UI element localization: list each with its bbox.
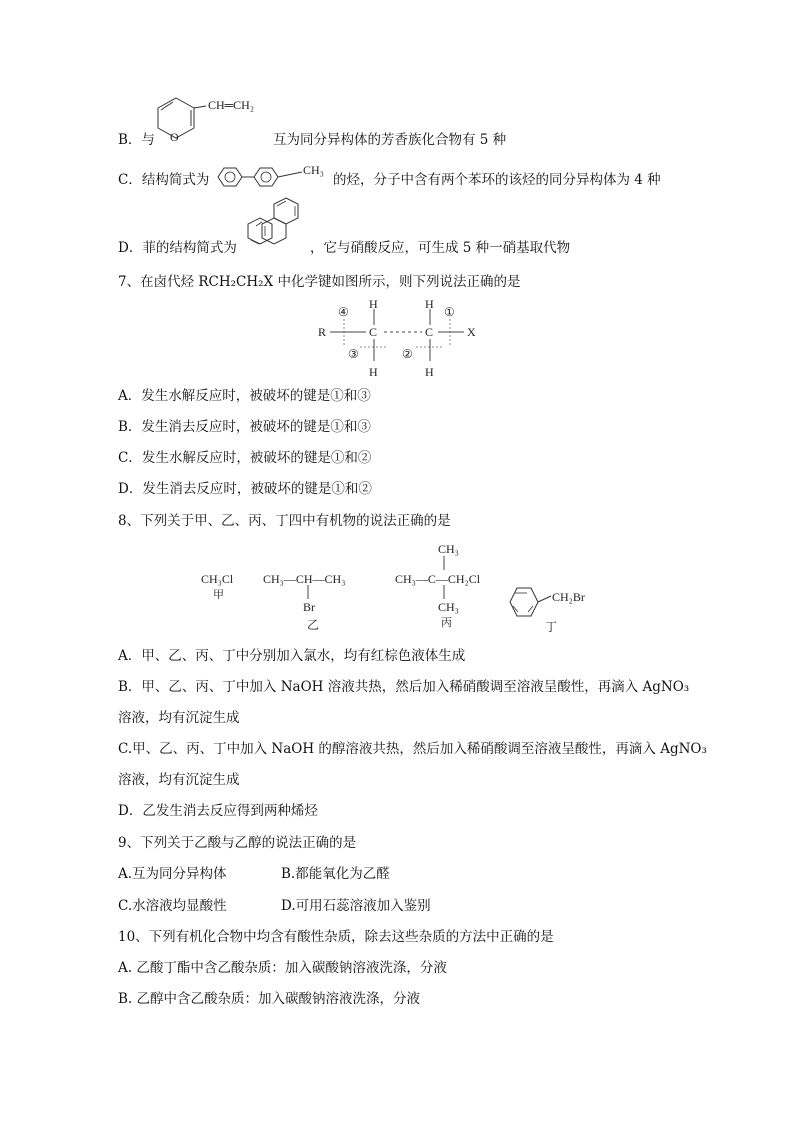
- bing-top-bond-svg: [443, 556, 447, 572]
- hydrogen-top-2: H: [425, 297, 434, 311]
- carbon-1: C: [369, 325, 378, 339]
- pyran-oxygen: O: [170, 130, 179, 144]
- q10-option-b: B. 乙醇中含乙酸杂质：加入碳酸钠溶液洗涤，分液: [118, 991, 421, 1007]
- methylbiphenyl-structure: [212, 160, 337, 194]
- q7-option-c: C．发生水解反应时，被破坏的键是①和②: [118, 450, 372, 466]
- yi-label: 乙: [307, 618, 320, 632]
- q9-option-b: B.都能氧化为乙醛: [281, 866, 390, 882]
- jia-label: 甲: [213, 589, 224, 601]
- bond-label-2: ②: [402, 347, 413, 361]
- q6-d-suffix: ，它与硝酸反应，可生成 5 种一硝基取代物: [310, 240, 571, 256]
- q6-c-prefix: C．结构简式为: [118, 172, 210, 188]
- q9-options-row2: [118, 897, 431, 915]
- q9-options-row1: [118, 865, 390, 883]
- hydrogen-bottom-1: H: [369, 365, 378, 379]
- bond-label-3: ③: [348, 347, 359, 361]
- vinyl-group: CH═CH₂: [208, 98, 255, 112]
- methyl-group: CH₃: [303, 163, 324, 177]
- yi-bromine: Br: [303, 600, 315, 614]
- jia-formula: CH₃Cl: [201, 572, 234, 586]
- carbon-2: C: [425, 325, 434, 339]
- bond-diagram-svg: [310, 295, 485, 383]
- q8-option-d: D．乙发生消去反应得到两种烯烃: [118, 803, 318, 819]
- halogen-x: X: [467, 325, 476, 339]
- bing-bottom-methyl: CH₃: [438, 600, 459, 614]
- yi-bond-svg: [307, 585, 311, 601]
- hydrogen-top-1: H: [369, 297, 378, 311]
- bing-formula: CH₃—C—CH₂Cl: [395, 572, 481, 586]
- hydrogen-bottom-2: H: [425, 365, 434, 379]
- bing-label: 丙: [441, 617, 452, 629]
- phenanthrene-svg: [242, 196, 312, 256]
- q9-stem: 9、下列关于乙酸与乙醇的说法正确的是: [118, 835, 357, 851]
- ding-formula: CH₂Br: [552, 590, 585, 604]
- haloalkane-bond-diagram: [310, 295, 485, 383]
- q7-stem: 7、在卤代烃 RCH₂CH₂X 中化学键如图所示，则下列说法正确的是: [118, 274, 521, 290]
- bing-top-methyl: CH₃: [438, 542, 459, 556]
- bing-bottom-bond-svg: [443, 585, 447, 601]
- q10-stem: 10、下列有机化合物中均含有酸性杂质，除去这些杂质的方法中正确的是: [118, 929, 554, 945]
- q7-option-d: D．发生消去反应时，被破坏的键是①和②: [118, 481, 372, 497]
- phenanthrene-structure: [242, 196, 312, 260]
- q6-option-b: [118, 131, 507, 149]
- q6-d-prefix: D．菲的结构简式为: [118, 240, 237, 256]
- q7-option-b: B．发生消去反应时，被破坏的键是①和③: [118, 419, 371, 435]
- q6-option-d: [118, 239, 571, 257]
- q9-option-c: C.水溶液均显酸性: [118, 898, 227, 914]
- r-group: R: [318, 325, 327, 339]
- bond-label-4: ④: [338, 305, 349, 319]
- q8-option-b-line2: 溶液，均有沉淀生成: [118, 710, 240, 726]
- q9-option-a: A.互为同分异构体: [118, 866, 227, 882]
- q8-stem: 8、下列关于甲、乙、丙、丁四中有机物的说法正确的是: [118, 513, 451, 529]
- q8-option-c-line2: 溶液，均有沉淀生成: [118, 772, 240, 788]
- q7-option-a: A．发生水解反应时，被破坏的键是①和③: [118, 388, 371, 404]
- q8-option-b-line1: B．甲、乙、丙、丁中加入 NaOH 溶液共热，然后加入稀硝酸调至溶液呈酸性，再滴入 AgNO₃: [118, 679, 690, 695]
- bond-label-1: ①: [444, 305, 455, 319]
- q6-b-suffix: 互为同分异构体的芳香族化合物有 5 种: [273, 132, 507, 148]
- yi-formula: CH₃—CH—CH₃: [263, 572, 346, 586]
- q6-b-prefix: B．与: [118, 132, 155, 148]
- q8-structures: [195, 540, 615, 635]
- q8-option-a: A．甲、乙、丙、丁中分别加入氯水，均有红棕色液体生成: [118, 648, 466, 664]
- q9-option-d: D.可用石蕊溶液加入鉴别: [281, 898, 431, 914]
- q6-option-c: [118, 171, 661, 189]
- q10-option-a: A. 乙酸丁酯中含乙酸杂质：加入碳酸钠溶液洗涤，分液: [118, 960, 447, 976]
- pyran-vinyl-structure: [150, 92, 280, 148]
- q6-c-suffix: 的烃，分子中含有两个苯环的该烃的同分异构体为 4 种: [333, 172, 661, 188]
- ding-label: 丁: [545, 620, 558, 634]
- q8-option-c-line1: C.甲、乙、丙、丁中加入 NaOH 的醇溶液共热，然后加入稀硝酸调至溶液呈酸性，再滴入 AgNO₃: [118, 741, 707, 757]
